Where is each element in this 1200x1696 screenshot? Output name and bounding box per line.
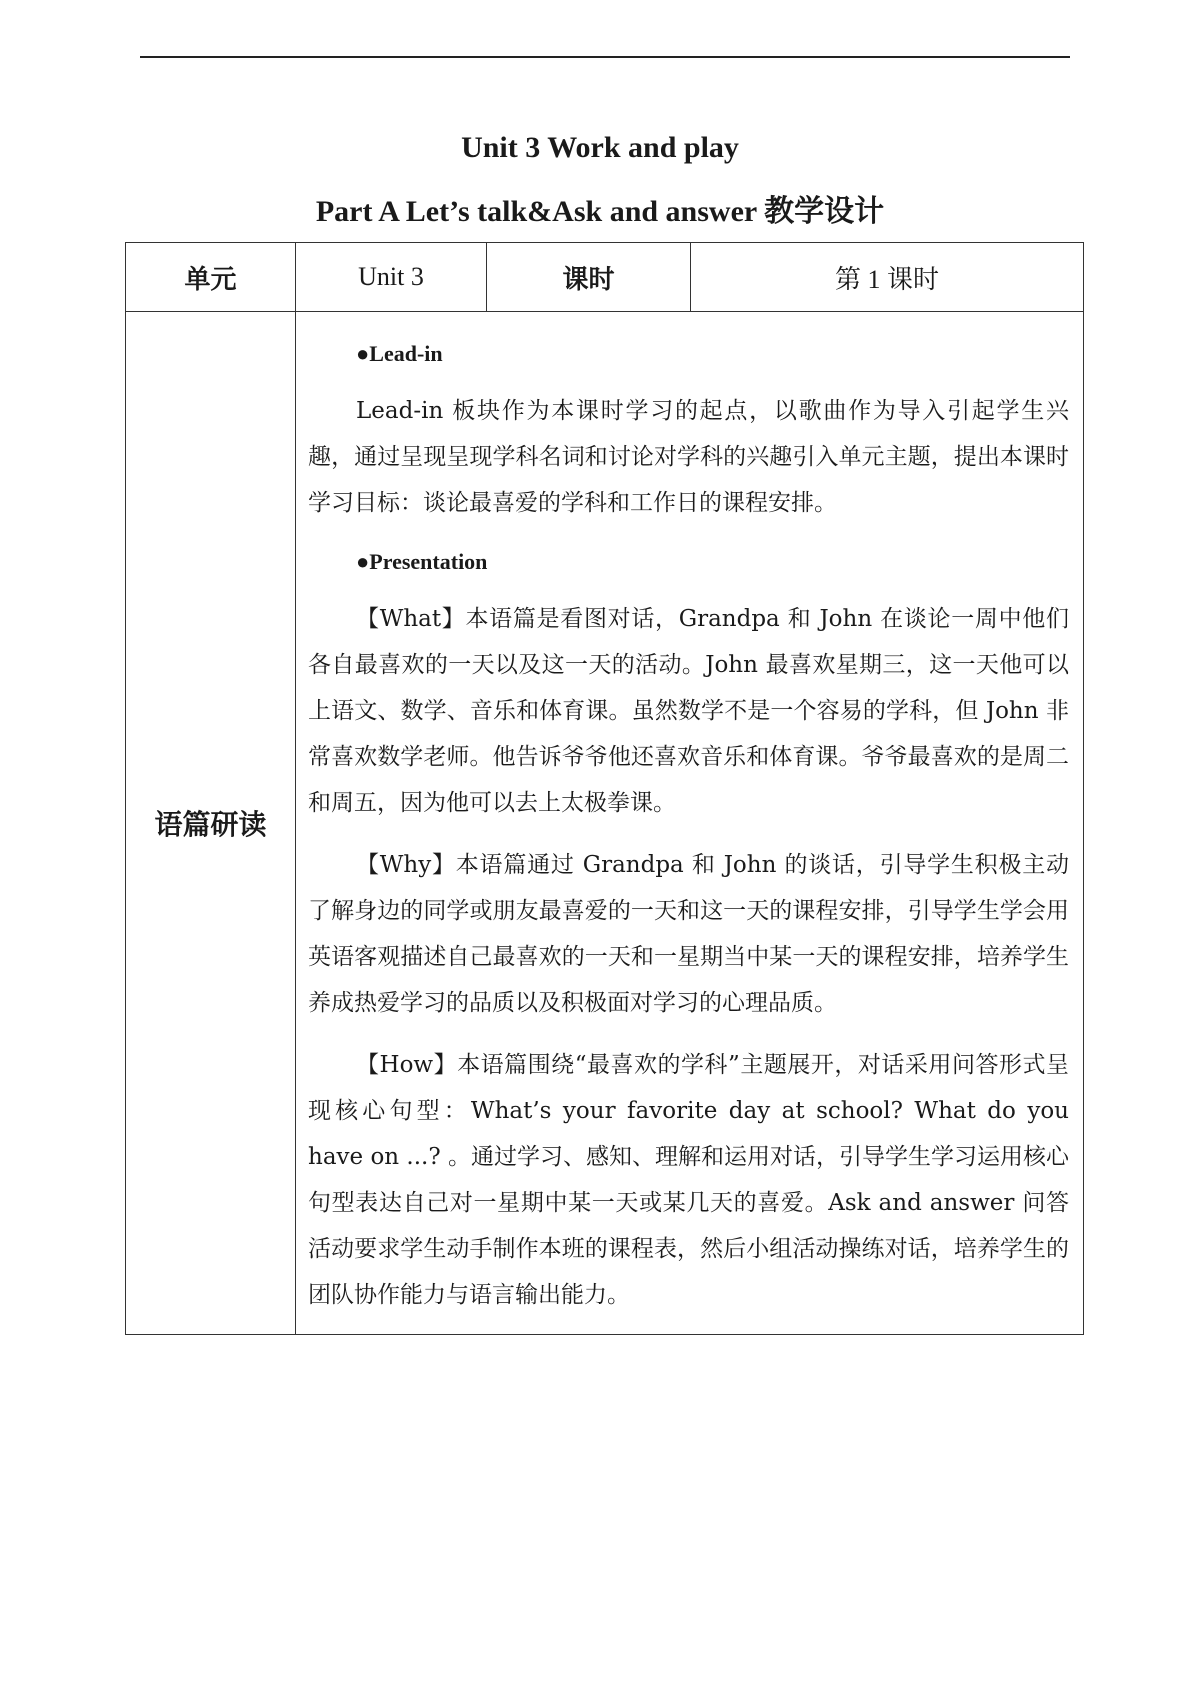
header-rule (140, 56, 1070, 58)
what-paragraph: 【What】本语篇是看图对话，Grandpa 和 John 在谈论一周中他们各自最喜欢的一天以及这一天的活动。John 最喜欢星期三，这一天他可以上语文、数学、音乐和体育课。虽然数学不是一个容易的学科，但 John 非常喜欢数学老师。他告诉爷爷他还喜欢音乐和体育课。爷爷最喜欢的是周二和周五，因为他可以去上太极拳课。 (308, 606, 1069, 816)
how-paragraph: 【How】本语篇围绕“最喜欢的学科”主题展开，对话采用问答形式呈现核心句型：What’s your favorite day at school? What do you have on ...? 。通过学习、感知、理解和运用对话，引导学生学习运用核心句型表达自己对一星期中某一天或某几天的喜爱。Ask and answer 问答活动要求学生动手制作本班的课程表，然后小组活动操练对话，培养学生的团队协作能力与语言输出能力。 (308, 1052, 1069, 1308)
table-header-row (126, 243, 1084, 312)
document-title: Unit 3 Work and play (461, 131, 739, 164)
lead-in-heading: ●Lead-in (356, 341, 443, 366)
unit-label-cell: 单元 (126, 243, 296, 312)
document-subtitle: Part A Let’s talk&Ask and answer 教学设计 (315, 195, 885, 228)
content-cell (296, 312, 1084, 1335)
section-label-cell: 语篇研读 (126, 312, 296, 1335)
lesson-plan-table (125, 242, 1084, 1335)
presentation-heading: ●Presentation (356, 549, 488, 574)
lead-in-paragraph: Lead-in 板块作为本课时学习的起点，以歌曲作为导入引起学生兴趣，通过呈现呈现学科名词和讨论对学科的兴趣引入单元主题，提出本课时学习目标：谈论最喜爱的学科和工作日的课程安排。 (308, 398, 1069, 516)
period-value-cell: 第 1 课时 (691, 243, 1084, 312)
why-paragraph: 【Why】本语篇通过 Grandpa 和 John 的谈话，引导学生积极主动了解身边的同学或朋友最喜爱的一天和这一天的课程安排，引导学生学会用英语客观描述自己最喜欢的一天和一星期当中某一天的课程安排，培养学生养成热爱学习的品质以及积极面对学习的心理品质。 (308, 852, 1069, 1016)
table-content-row (126, 312, 1084, 1335)
period-label-cell: 课时 (487, 243, 691, 312)
unit-value-cell: Unit 3 (296, 243, 487, 312)
